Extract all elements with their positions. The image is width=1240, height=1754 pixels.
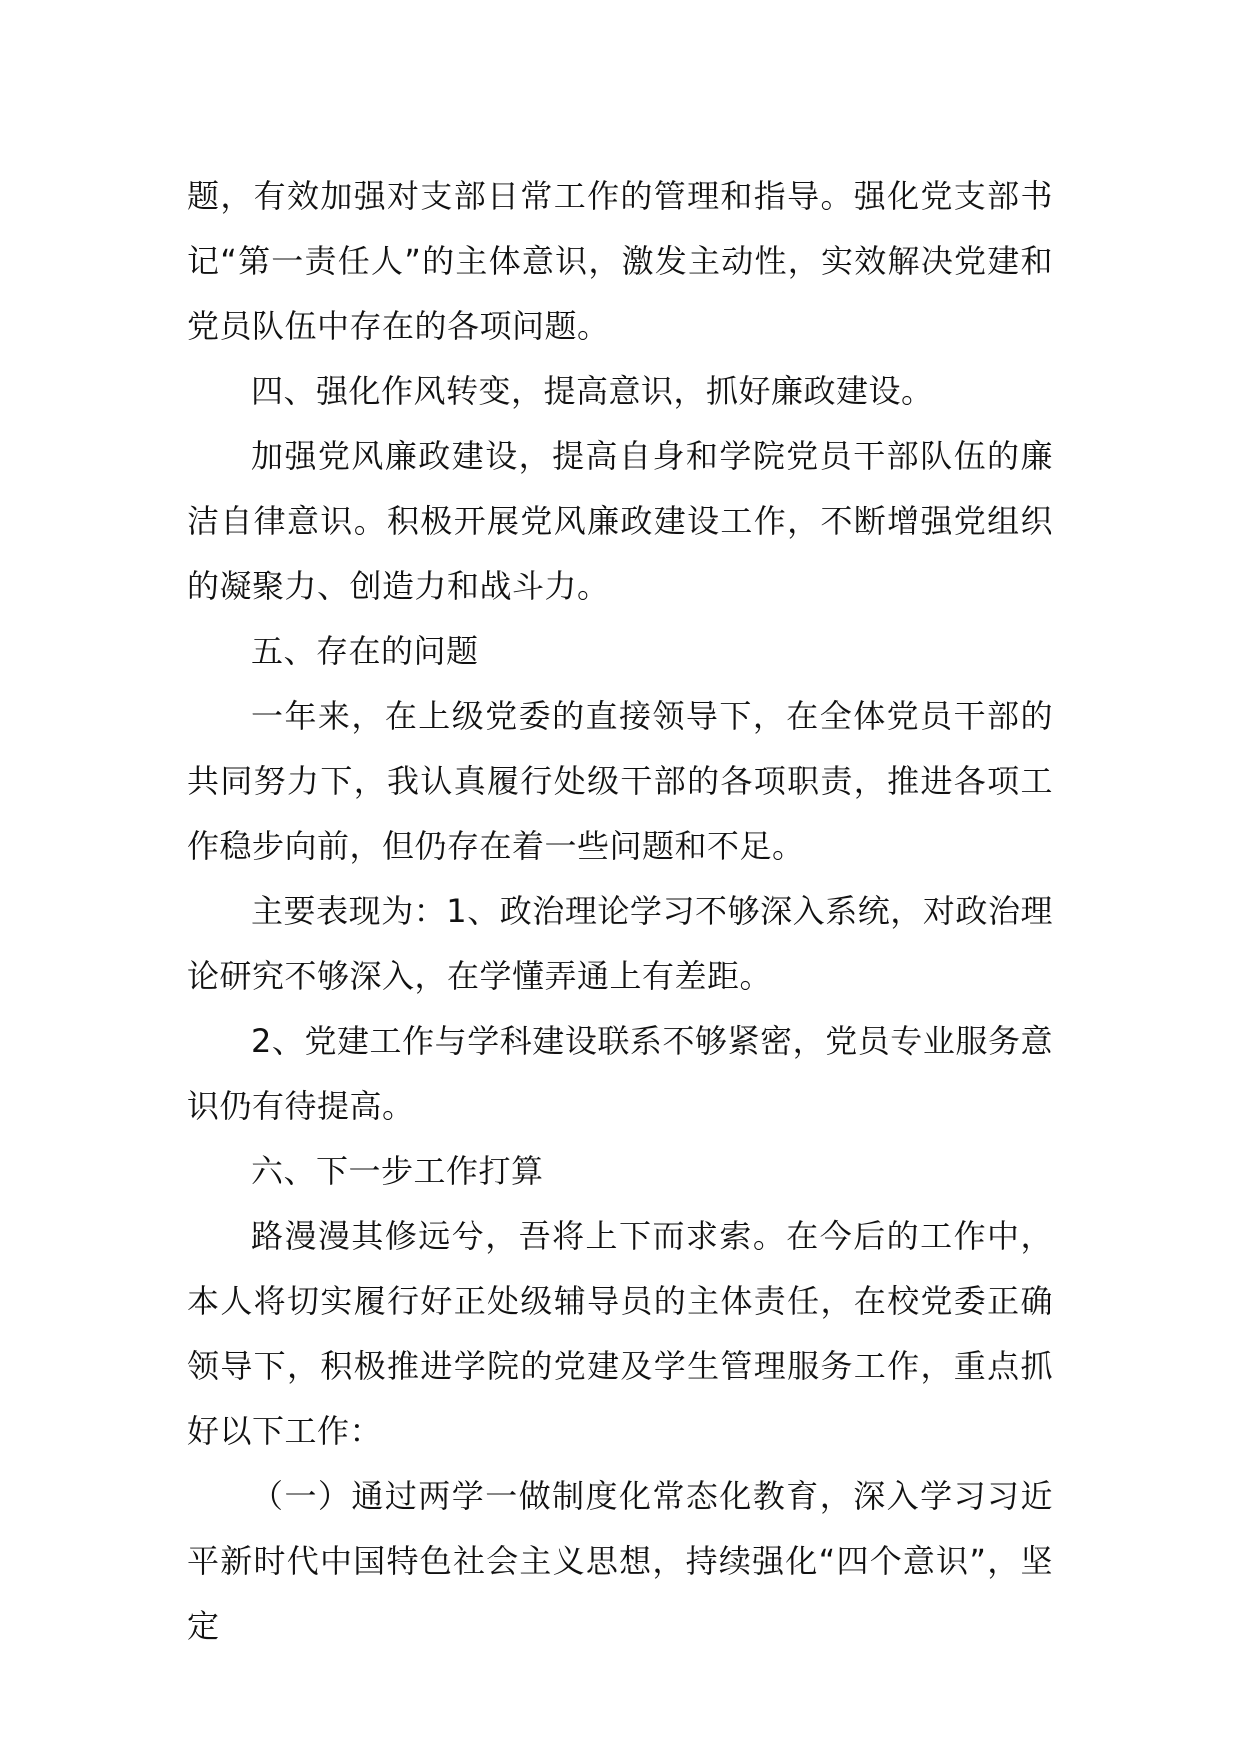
section-heading-6: 六、下一步工作打算 xyxy=(251,1152,544,1190)
paragraph: 一年来，在上级党委的直接领导下，在全体党员干部的共同努力下，我认真履行处级干部的各项职责，推进各项工作稳步向前，但仍存在着一些问题和不足。 xyxy=(187,697,1053,865)
paragraph-continuation: 题，有效加强对支部日常工作的管理和指导。强化党支部书记“第一责任人”的主体意识，激发主动性，实效解决党建和党员队伍中存在的各项问题。 xyxy=(187,177,1053,345)
paragraph: 主要表现为：1、政治理论学习不够深入系统，对政治理论研究不够深入，在学懂弄通上有差距。 xyxy=(187,892,1053,995)
paragraph: 加强党风廉政建设，提高自身和学院党员干部队伍的廉洁自律意识。积极开展党风廉政建设工作，不断增强党组织的凝聚力、创造力和战斗力。 xyxy=(187,437,1053,605)
document-body xyxy=(187,164,1053,1659)
section-heading-5: 五、存在的问题 xyxy=(251,632,479,670)
paragraph: 2、党建工作与学科建设联系不够紧密，党员专业服务意识仍有待提高。 xyxy=(187,1022,1053,1125)
section-heading-4: 四、强化作风转变，提高意识，抓好廉政建设。 xyxy=(251,372,934,410)
paragraph: 路漫漫其修远兮，吾将上下而求索。在今后的工作中，本人将切实履行好正处级辅导员的主体责任，在校党委正确领导下，积极推进学院的党建及学生管理服务工作，重点抓好以下工作： xyxy=(187,1217,1053,1450)
paragraph: （一）通过两学一做制度化常态化教育，深入学习习近平新时代中国特色社会主义思想，持续强化“四个意识”，坚定 xyxy=(187,1477,1053,1645)
